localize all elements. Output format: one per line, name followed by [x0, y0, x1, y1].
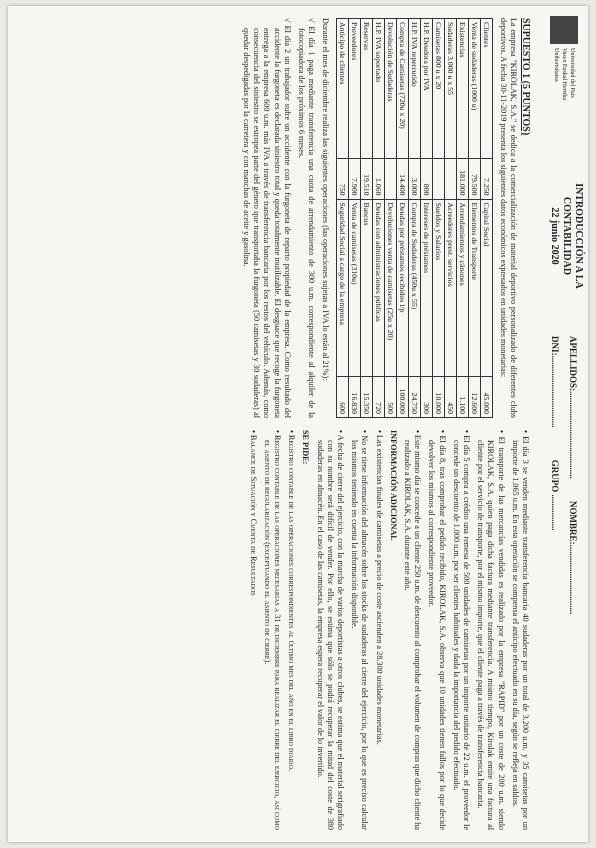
- account-amount: 19.510: [361, 158, 373, 199]
- exam-title: [548, 156, 584, 316]
- nombre-field[interactable]: NOMBRE:...............................: [568, 501, 578, 615]
- table-row: [433, 19, 445, 418]
- bullet-icon: √: [307, 18, 317, 23]
- table-row: [445, 19, 457, 418]
- table-row: [409, 19, 421, 418]
- table-row: [397, 19, 409, 418]
- account-name: Venta de camisetas (310u): [349, 199, 361, 376]
- account-amount: 15.350: [361, 377, 373, 418]
- info-item: • Las existencias finales de camisetas a precio de coste ascienden a 28.300 unidades monetarias.: [374, 430, 384, 745]
- account-amount: 12.600: [469, 377, 481, 418]
- account-amount: 45.000: [481, 377, 493, 418]
- operation-item: • El transporte de las mercancías vendidas es realizado por la empresa "RAPID" por un coste de 200 u.m. siendo KIROLAK, S.A. quien paga dicha factura mediante transferencia. A mismo tiempo, Kirolak emite una factura al cliente por el servicio de transporte, por el mismo importe, que el cliente paga a través de transferencia bancaria.: [476, 430, 506, 830]
- university-logo: [546, 16, 580, 106]
- operation-item: √ El día 1 paga mediante transferencia una cuota de arrendamiento de 300 u.m. correspondiente al alquiler de la fotocopiadora de los próximos 6 meses.: [296, 18, 317, 418]
- account-amount: 7.900: [349, 158, 361, 199]
- logo-mark: [550, 16, 578, 44]
- operation-item: √ El día 2 un trabajador sufre un accidente con la furgoneta de reparto propiedad de la empresa. Como resultado del accidente la furgoneta es declarada siniestro total y queda totalmente inutilizable. El desguace que recoge la furgoneta entrega a la empresa 600 u.m. más IVA a través de transferencia bancaria por los restos del vehículo. Además, como consecuencia del siniestro se estropea parte del género que transportaba la furgoneta (50 camisetas y 30 sudaderas) al quedar despedigadas por la carretera y con manchas de aceite y gasolina.: [241, 18, 292, 418]
- account-name: Capital Social: [481, 199, 493, 376]
- task-item: • Registro contable de las operaciones necesarias a 31 de diciembre para realizar el cierre del ejercicio, así como el asiento de regularización (exceptuando el asiento de cierre).: [262, 430, 282, 830]
- account-amount: 1.100: [457, 377, 469, 418]
- account-amount: [433, 158, 445, 199]
- rotated-page: [8, 6, 588, 842]
- account-name: H.P. Deudora por IVA: [421, 19, 433, 159]
- account-amount: 14.400: [397, 158, 409, 199]
- table-row: [469, 19, 481, 418]
- bullet-icon: •: [461, 430, 471, 433]
- bullet-icon: •: [287, 430, 297, 433]
- account-amount: 1.060: [373, 158, 385, 199]
- account-amount: 300: [421, 377, 433, 418]
- operation-item: • El día 8, tras comprobar el pedido recibido, KIROLAK, S.A. observa que 10 unidades tienen fallos por lo que decide devolver los mismos al correspondiente proveedor.: [427, 430, 447, 830]
- bullet-icon: •: [437, 430, 447, 433]
- bullet-icon: •: [521, 430, 530, 433]
- table-row: [349, 19, 361, 418]
- title-line2: CONTABILIDAD: [561, 196, 572, 276]
- table-row: [421, 19, 433, 418]
- account-amount: 750: [337, 158, 349, 199]
- bullet-icon: •: [413, 430, 423, 433]
- account-amount: 10.000: [433, 377, 445, 418]
- operation-item: • El día 3 se venden mediante transferencia bancaria 40 sudaderas por un total de 3.200 u.m. y 35 camisetas por un importe de 1.065 u.m. En esta operación se compensa el anticipo efectuado en su día, según se refleja en saldos.: [510, 430, 530, 830]
- info-item: • A fecha de cierre del ejercicio, con la marcha de varios deportistas a otros clubes, se estima que el material serigrafiado con su nombre será difícil de vender. Por ello, se estima que sólo se podrá recuperar la mitad del coste de 380 sudaderas en almacén. En el caso de las camisetas, la empresa espera recuperar el valor de lo invertido.: [315, 430, 345, 830]
- exam-date: 22 junio 2020: [549, 207, 560, 265]
- bullet-icon: •: [374, 430, 384, 433]
- table-row: [457, 19, 469, 418]
- info-title: INFORMACIÓN ADICIONAL: [388, 430, 398, 541]
- account-name: Compra de Camisetas (720u x 20): [397, 19, 409, 159]
- account-name: Reservas: [361, 19, 373, 159]
- account-name: Elementos de Transporte: [469, 199, 481, 376]
- operation-item: • Este mismo día se concede a un cliente 250 u.m. de descuento al comprobar el volumen de compras que dicho cliente ha realizado a KIROLAK, S.A. durante este año.: [402, 430, 423, 830]
- supuesto-title: SUPUESTO 1 (5 PUNTOS): [520, 18, 531, 136]
- operations-intro: Durante el mes de diciembre realiza las siguientes operaciones (las operaciones sujetas a IVA lo están al 21%):: [321, 18, 331, 381]
- account-name: Bancos: [361, 199, 373, 376]
- student-fields: [546, 336, 582, 614]
- supuesto-intro: La empresa "KIROLAK, S.A." se dedica a la comercialización de material deportivo personalizado de diferentes clubs deportivos. A fecha 30-11-2019 presenta los siguientes datos económicos expresados en unidades monetarias:: [498, 18, 518, 418]
- account-amount: 600: [337, 377, 349, 418]
- exam-sheet: [8, 6, 588, 842]
- bullet-icon: •: [248, 430, 258, 433]
- account-amount: 3.000: [409, 158, 421, 199]
- account-name: Clientes: [481, 19, 493, 159]
- account-amount: [445, 158, 457, 199]
- dni-field[interactable]: DNI:................................: [550, 336, 560, 428]
- account-amount: 16.830: [349, 377, 361, 418]
- account-amount: 181.000: [457, 158, 469, 199]
- info-list: [314, 430, 383, 830]
- account-name: Devoluciones venta de camisetas (25u x 20): [385, 199, 397, 376]
- university-name: Universidad del País Vasco Euskal Herriko Unibertsitatea: [553, 48, 575, 101]
- bullet-icon: •: [496, 430, 506, 433]
- left-column: [237, 18, 530, 418]
- task-item: • Registro contable de las operaciones correspondientes al último mes del año en el libro diario.: [287, 430, 297, 772]
- bullet-icon: •: [360, 430, 370, 433]
- account-name: Proveedores: [349, 19, 361, 159]
- table-row: [373, 19, 385, 418]
- table-row: [481, 19, 493, 418]
- account-amount: 500: [385, 377, 397, 418]
- right-column: [243, 430, 530, 830]
- account-name: Acreedores prest. servicios: [445, 199, 457, 376]
- operations-left: [241, 18, 316, 418]
- account-name: Arrendamientos y cánones: [457, 199, 469, 376]
- account-amount: 7.250: [481, 158, 493, 199]
- account-name: Compra de Sudaderas (450u x 55): [409, 199, 421, 376]
- account-amount: 800: [421, 158, 433, 199]
- operations-right: [402, 430, 530, 830]
- table-row: [385, 19, 397, 418]
- account-name: Existencias: [457, 19, 469, 159]
- task-item: • Balance de Situación y Cuenta de Resultados: [248, 430, 258, 596]
- account-name: H.P. IVA soportado: [373, 19, 385, 159]
- account-name: Seguridad Social a cargo de la empresa: [337, 199, 349, 376]
- account-amount: 79.500: [469, 158, 481, 199]
- grupo-field[interactable]: GRUPO ................: [550, 459, 560, 531]
- account-name: Intereses de préstamos: [421, 199, 433, 376]
- apellidos-field[interactable]: APELLIDOS:.......................................: [568, 336, 578, 479]
- account-name: Deudas por préstamos recibidos l/p: [397, 199, 409, 376]
- account-name: Deudas con administraciones públicas: [373, 199, 385, 376]
- account-amount: 100.000: [397, 377, 409, 418]
- balance-table: [336, 18, 493, 418]
- bullet-icon: √: [282, 18, 292, 23]
- account-name: Anticipo de clientes: [337, 19, 349, 159]
- bullet-icon: •: [272, 430, 282, 433]
- account-name: Venta de sudaderas (1000 u): [469, 19, 481, 159]
- info-item: • No se tiene información del almacén sobre los stocks de sudaderas al cierre del ejercicio, por lo que es preciso calcular los mismos teniendo en cuenta la información disponible.: [350, 430, 370, 830]
- table-row: [337, 19, 349, 418]
- account-amount: 450: [445, 377, 457, 418]
- account-amount: 720: [373, 377, 385, 418]
- account-name: Sudaderas 3.000 u x 55: [445, 19, 457, 159]
- account-name: H.P. IVA repercutido: [409, 19, 421, 159]
- bullet-icon: •: [335, 430, 345, 433]
- se-pide-list: [247, 430, 296, 830]
- account-amount: 24.750: [409, 377, 421, 418]
- title-line1: INTRODUCCIÓN A LA: [573, 183, 584, 289]
- exam-header: [536, 6, 588, 842]
- se-pide-title: SE PIDE:: [301, 430, 311, 465]
- account-amount: [385, 158, 397, 199]
- table-row: [361, 19, 373, 418]
- account-name: Camisetas 800 u x 20: [433, 19, 445, 159]
- account-name: Sueldos y Salarios: [433, 199, 445, 376]
- operation-item: • El día 5 compra a crédito una remesa de 500 unidades de camisetas por un importe unitario de 22 u.m. el proveedor le concede un descuento de 1.000 u.m. por ser clientes habituales y dada la importancia del pedido efectuado.: [451, 430, 471, 830]
- account-name: Devolución de Sudaderas: [385, 19, 397, 159]
